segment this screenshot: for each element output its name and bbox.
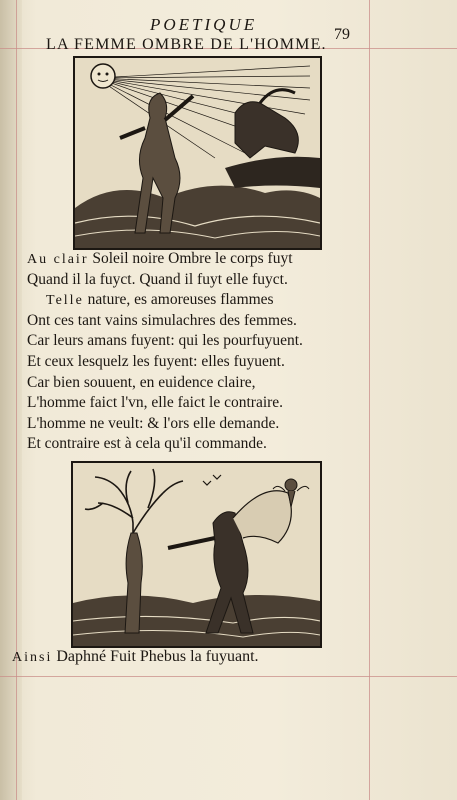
daphne-and-phebus-woodcut [71, 461, 322, 648]
verse-line: Telle nature, es amoreuses flammes [46, 291, 274, 309]
running-head: POETIQUE [150, 15, 258, 34]
verse-line: Et contraire est à cela qu'il commande. [27, 435, 267, 453]
page-gutter [0, 0, 22, 800]
red-rule-bottom [0, 676, 457, 677]
verse-line: Ont ces tant vains simulachres des femmes. [27, 311, 297, 329]
verse-line: Car leurs amans fuyent: qui les pourfuyuent. [27, 332, 303, 350]
verse-line: Quand il la fuyct. Quand il fuyt elle fuyct. [27, 270, 288, 288]
verse-line: L'homme faict l'vn, elle faict le contraire. [27, 394, 284, 412]
verse-line: L'homme ne veult: & l'ors elle demande. [27, 414, 280, 432]
verse-line: Et ceux lesquelz les fuyent: elles fuyuent. [27, 352, 285, 370]
page-number: 79 [334, 26, 350, 43]
poem-verse [27, 249, 372, 455]
sun-and-shadow-woodcut [73, 56, 322, 250]
verse-line: Car bien souuent, en euidence claire, [27, 373, 256, 391]
red-rule-left [16, 0, 17, 800]
verse-line: Au clair Soleil noire Ombre le corps fuyt [27, 250, 293, 267]
emblem-title: LA FEMME OMBRE DE L'HOMME. [46, 36, 327, 53]
epigram-caption: Ainsi Daphné Fuit Phebus la fuyuant. [12, 648, 259, 665]
